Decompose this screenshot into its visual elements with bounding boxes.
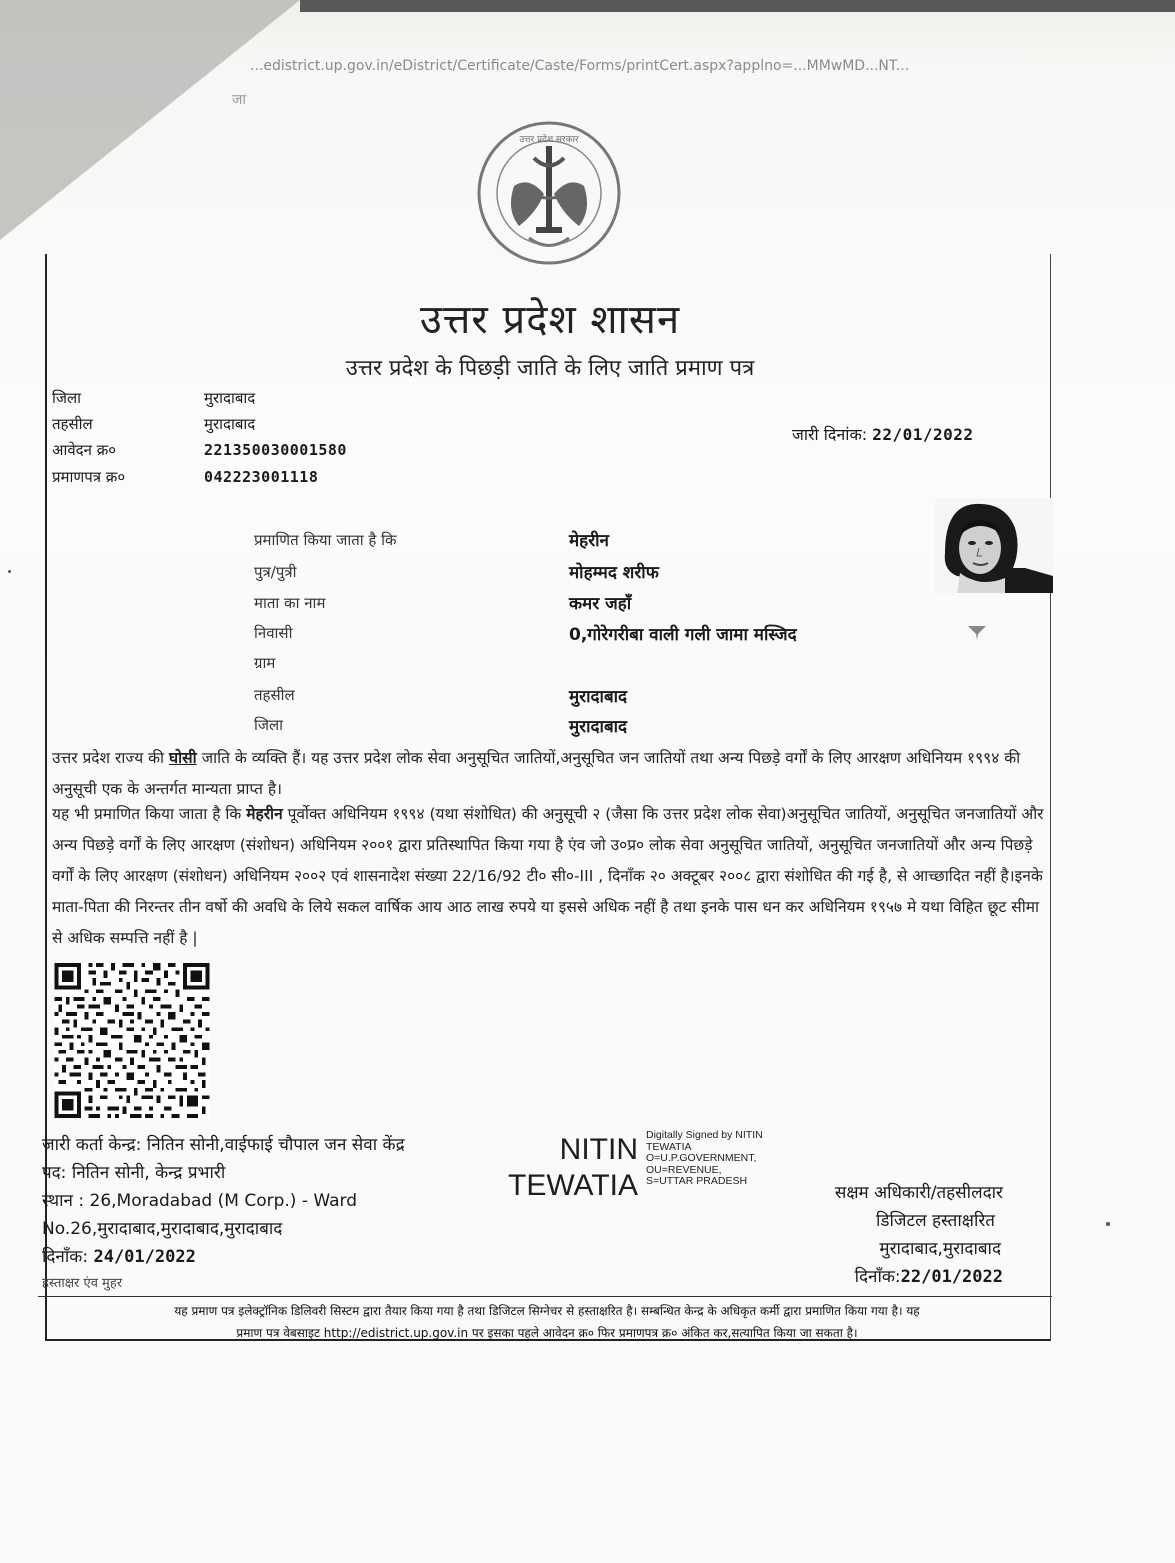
meta-application-number-row: आवेदन क्र० 221350030001580 (52, 441, 347, 459)
person-label-parent: पुत्र/पुत्री (254, 563, 297, 581)
person-label-village: ग्राम (254, 654, 276, 672)
footer-divider (38, 1296, 1052, 1297)
officer-date: दिनाँक:22/01/2022 (854, 1267, 1003, 1287)
scan-shadow-corner (0, 0, 300, 240)
person-label-certified: प्रमाणित किया जाता है कि (254, 531, 397, 549)
meta-district-row: जिला मुरादाबाद (52, 389, 256, 407)
printed-url: ...edistrict.up.gov.in/eDistrict/Certificate/Caste/Forms/printCert.aspx?applno=...MMwMD...NT... (250, 58, 910, 74)
person-name: मेहरीन (569, 531, 609, 551)
person-mother-name: कमर जहाँ (569, 594, 632, 614)
pin-icon (966, 624, 988, 640)
person-tehsil: मुरादाबाद (569, 687, 628, 707)
digital-signature-details: Digitally Signed by NITIN TEWATIA O=U.P.GOVERNMENT, OU=REVENUE, S=UTTAR PRADESH (646, 1129, 763, 1187)
officer-title: सक्षम अधिकारी/तहसीलदार (834, 1183, 1003, 1203)
meta-tehsil-row: तहसील मुरादाबाद (52, 415, 256, 433)
scan-speck (1106, 1222, 1110, 1226)
person-name-inline: मेहरीन (246, 805, 283, 823)
issuer-place-line-1: स्थान : 26,Moradabad (M Corp.) - Ward (42, 1191, 357, 1211)
printed-page-mark: जा (232, 92, 247, 108)
officer-place: मुरादाबाद,मुरादाबाद (879, 1239, 1001, 1259)
digital-signature-name: NITIN TEWATIA (508, 1133, 638, 1202)
scan-top-strip (300, 0, 1175, 12)
emblem-icon (474, 118, 624, 268)
creamy-layer-paragraph: यह भी प्रमाणित किया जाता है कि मेहरीन पूर्वोक्त अधिनियम १९९४ (यथा संशोधित) की अनुसूची २ (जैसा कि उत्तर प्रदेश लोक सेवा)अनुसूचित जातियों, अनुसूचित जनजातियों और अन्य पिछड़े वर्गों के लिए आरक्षण (संशोधन) अधिनियम २००१ द्वारा प्रतिस्थापित किया गया है एंव जो उ०प्र० लोक सेवा अनुसूचित जातियों, अनुसूचित जनजातियों और अन्य पिछड़े वर्गों के लिए आरक्षण (संशोधन) अधिनियम २००२ एवं शासनादेश संख्या 22/16/92 टी० सी०-III , दिनाँक २० अक्टूबर २००८ द्वारा संशोधित की गई है, से आच्छादित नहीं है।इनके माता-पिता की निरन्तर तीन वर्षो की अवधि के लिये सकल वार्षिक आय आठ लाख रुपये या इससे अधिक नहीं है तथा इनके पास धन कर अधिनियम १९५७ मे यथा विहित छूट सीमा से अधिक सम्पत्ति नहीं है | (52, 805, 1044, 947)
applicant-photo (935, 498, 1053, 593)
person-district: मुरादाबाद (569, 717, 628, 737)
person-label-resident: निवासी (254, 624, 293, 642)
footer-note: यह प्रमाण पत्र इलेक्ट्रॉनिक डिलिवरी सिस्टम द्वारा तैयार किया गया है तथा डिजिटल सिग्नेचर से हस्ताक्षरित है। सम्बन्धित केन्द्र के अधिकृत कर्मी द्वारा प्रमाणित किया गया है। यह प्रमाण पत्र वेबसाइट http://edistrict.up.gov.in पर इसका पहले आवेदन क्र० फिर प्रमाणपत्र क्र० अंकित कर,सत्यापित किया जा सकता है। (174, 1304, 920, 1340)
person-address: 0,गोरेगरीबा वाली गली जामा मस्जिद (569, 625, 797, 645)
svg-text:उत्तर प्रदेश सरकार: उत्तर प्रदेश सरकार (519, 135, 579, 145)
certificate-subtitle: उत्तर प्रदेश के पिछड़ी जाति के लिए जाति प्रमाण पत्र (345, 356, 755, 381)
person-label-mother: माता का नाम (254, 594, 326, 612)
officer-signed: डिजिटल हस्ताक्षरित (876, 1211, 995, 1231)
person-label-tehsil: तहसील (254, 686, 295, 704)
issuer-date: दिनाँक: 24/01/2022 (42, 1247, 196, 1267)
issuer-center: जारी कर्ता केन्द्र: नितिन सोनी,वाईफाई चौपाल जन सेवा केंद्र (42, 1135, 405, 1155)
qr-code (50, 963, 214, 1118)
issuer-post: पद: नितिन सोनी, केन्द्र प्रभारी (42, 1163, 226, 1183)
caste-name: घोसी (168, 749, 197, 767)
issue-date: जारी दिनांक: 22/01/2022 (792, 425, 974, 444)
issuer-sign-seal: हस्ताक्षर एंव मुहर (42, 1276, 123, 1291)
caste-statement-paragraph: उत्तर प्रदेश राज्य की घोसी जाति के व्यक्ति हैं। यह उत्तर प्रदेश लोक सेवा अनुसूचित जातियों,अनुसूचित जन जातियों तथा अन्य पिछड़े वर्गों के लिए आरक्षण अधिनियम १९९४ की अनुसूची एक के अन्तर्गत मान्यता प्राप्त है। (52, 749, 1021, 798)
person-label-district: जिला (254, 716, 284, 734)
scan-speck (8, 570, 11, 573)
person-father-name: मोहम्मद शरीफ (569, 563, 659, 583)
page-title: उत्तर प्रदेश शासन (419, 297, 681, 343)
meta-certificate-number-row: प्रमाणपत्र क्र० 042223001118 (52, 468, 319, 486)
issuer-place-line-2: No.26,मुरादाबाद,मुरादाबाद,मुरादाबाद (42, 1219, 283, 1239)
